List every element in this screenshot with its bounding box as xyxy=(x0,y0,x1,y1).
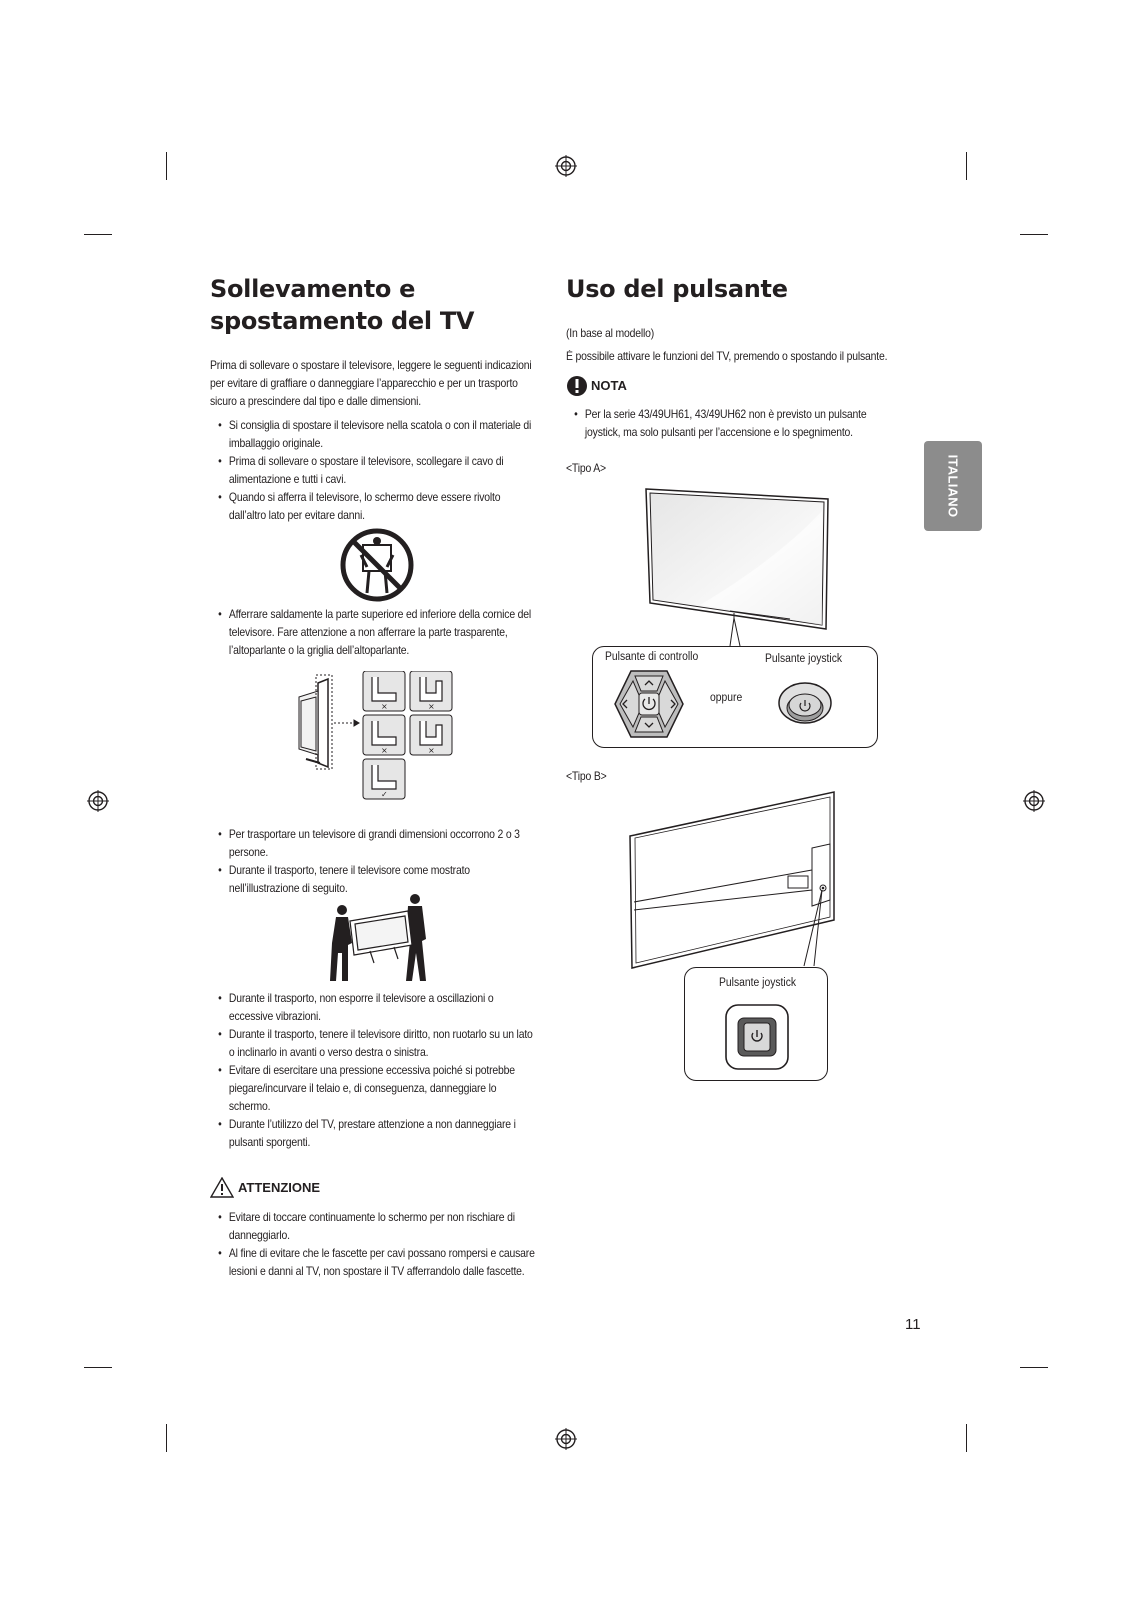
warning-icon xyxy=(210,1177,234,1198)
joystick-button-label: Pulsante joystick xyxy=(719,977,797,989)
note-icon xyxy=(566,375,588,397)
title-line: Sollevamento e xyxy=(210,275,416,303)
svg-text:×: × xyxy=(428,702,435,711)
note-title: NOTA xyxy=(591,378,627,393)
list-item: • Evitare di toccare continuamente lo schermo per non rischiare di danneggiarlo. xyxy=(210,1209,539,1245)
title-line: spostamento del TV xyxy=(210,307,475,335)
type-a-label: <Tipo A> xyxy=(566,462,606,475)
list-item: • Quando si afferra il televisore, lo schermo deve essere rivolto dall’altro lato per evitare danni. xyxy=(210,489,539,525)
list-item: • Per trasportare un televisore di grandi dimensioni occorrono 2 o 3 persone. xyxy=(210,826,539,862)
list-item: • Al fine di evitare che le fascette per cavi possano rompersi e causare lesioni e danni al TV, non spostare il TV afferrandolo dalle fascette. xyxy=(210,1245,539,1281)
svg-text:✓: ✓ xyxy=(381,790,388,799)
joystick-button-label: Pulsante joystick xyxy=(765,653,843,665)
control-button-label: Pulsante di controllo xyxy=(605,651,699,663)
list-item: • Durante il trasporto, non esporre il televisore a oscillazioni o eccessive vibrazioni. xyxy=(210,990,539,1026)
type-b-callout-box xyxy=(684,967,828,1081)
grip-illustration xyxy=(296,671,456,801)
list-item: • Durante l’utilizzo del TV, prestare attenzione a non danneggiare i pulsanti sporgenti. xyxy=(210,1116,539,1152)
list-item: • Si consiglia di spostare il televisore nella scatola o con il materiale di imballaggio originale. xyxy=(210,417,539,453)
list-item: • Prima di sollevare o spostare il televisore, scollegare il cavo di alimentazione e tutti i cavi. xyxy=(210,453,539,489)
type-a-callout-box xyxy=(592,646,878,748)
bullet-list-4 xyxy=(210,990,539,1152)
registration-mark-icon xyxy=(1023,790,1045,812)
or-label: oppure xyxy=(710,692,743,704)
svg-text:×: × xyxy=(381,746,388,755)
bullet-list-3 xyxy=(210,826,539,898)
joystick-icon xyxy=(777,681,833,727)
list-item: • Per la serie 43/49UH61, 43/49UH62 non è previsto un pulsante joystick, ma solo pulsanti per l’accensione e lo spegnimento. xyxy=(566,406,877,442)
crop-mark xyxy=(966,1424,967,1452)
section-title-button: Uso del pulsante xyxy=(566,275,788,303)
callout-line xyxy=(700,618,760,648)
bullet-list-1 xyxy=(210,417,539,525)
two-people-carrying-tv-illustration xyxy=(330,893,430,983)
svg-text:×: × xyxy=(428,746,435,755)
list-item: • Durante il trasporto, tenere il televisore diritto, non ruotarlo su un lato o inclinarlo in avanti o verso destra o sinistra. xyxy=(210,1026,539,1062)
model-note: (In base al modello) xyxy=(566,327,655,340)
caution-list xyxy=(210,1209,539,1281)
joystick-button-icon xyxy=(724,1003,790,1071)
caution-title: ATTENZIONE xyxy=(238,1180,321,1195)
crop-mark xyxy=(1020,234,1048,235)
registration-mark-icon xyxy=(555,155,577,177)
list-item: • Afferrare saldamente la parte superiore ed inferiore della cornice del televisore. Fare attenzione a non afferrare la parte trasparente, l’altoparlante o la griglia dell’altoparlante. xyxy=(210,606,539,660)
type-b-label: <Tipo B> xyxy=(566,770,607,783)
crop-mark xyxy=(1020,1367,1048,1368)
crop-mark xyxy=(966,152,967,180)
crop-mark xyxy=(84,1367,112,1368)
language-tab xyxy=(924,441,982,531)
crop-mark xyxy=(84,234,112,235)
crop-mark xyxy=(166,152,167,180)
language-tab-label: ITALIANO xyxy=(945,454,961,518)
bullet-list-2 xyxy=(210,606,539,660)
registration-mark-icon xyxy=(87,790,109,812)
section-title-lifting xyxy=(210,273,474,337)
intro-paragraph: Prima di sollevare o spostare il televisore, leggere le seguenti indicazioni per evitare di graffiare o danneggiare l’apparecchio e per un trasporto sicuro a prescindere dal tipo e dalle dimensioni. xyxy=(210,359,532,408)
list-item: • Evitare di esercitare una pressione eccessiva poiché si potrebbe piegare/incurvare il telaio e, di conseguenza, danneggiare lo schermo. xyxy=(210,1062,539,1116)
control-pad-icon xyxy=(613,669,685,739)
page-number: 11 xyxy=(905,1316,921,1333)
note-list xyxy=(566,406,877,442)
registration-mark-icon xyxy=(555,1428,577,1450)
no-hold-screen-icon xyxy=(339,527,415,603)
svg-text:×: × xyxy=(381,702,388,711)
list-item: • Durante il trasporto, tenere il televisore come mostrato nell’illustrazione di seguito. xyxy=(210,862,539,898)
crop-mark xyxy=(166,1424,167,1452)
button-intro: È possibile attivare le funzioni del TV, premendo o spostando il pulsante. xyxy=(566,350,888,363)
callout-line xyxy=(800,888,830,968)
